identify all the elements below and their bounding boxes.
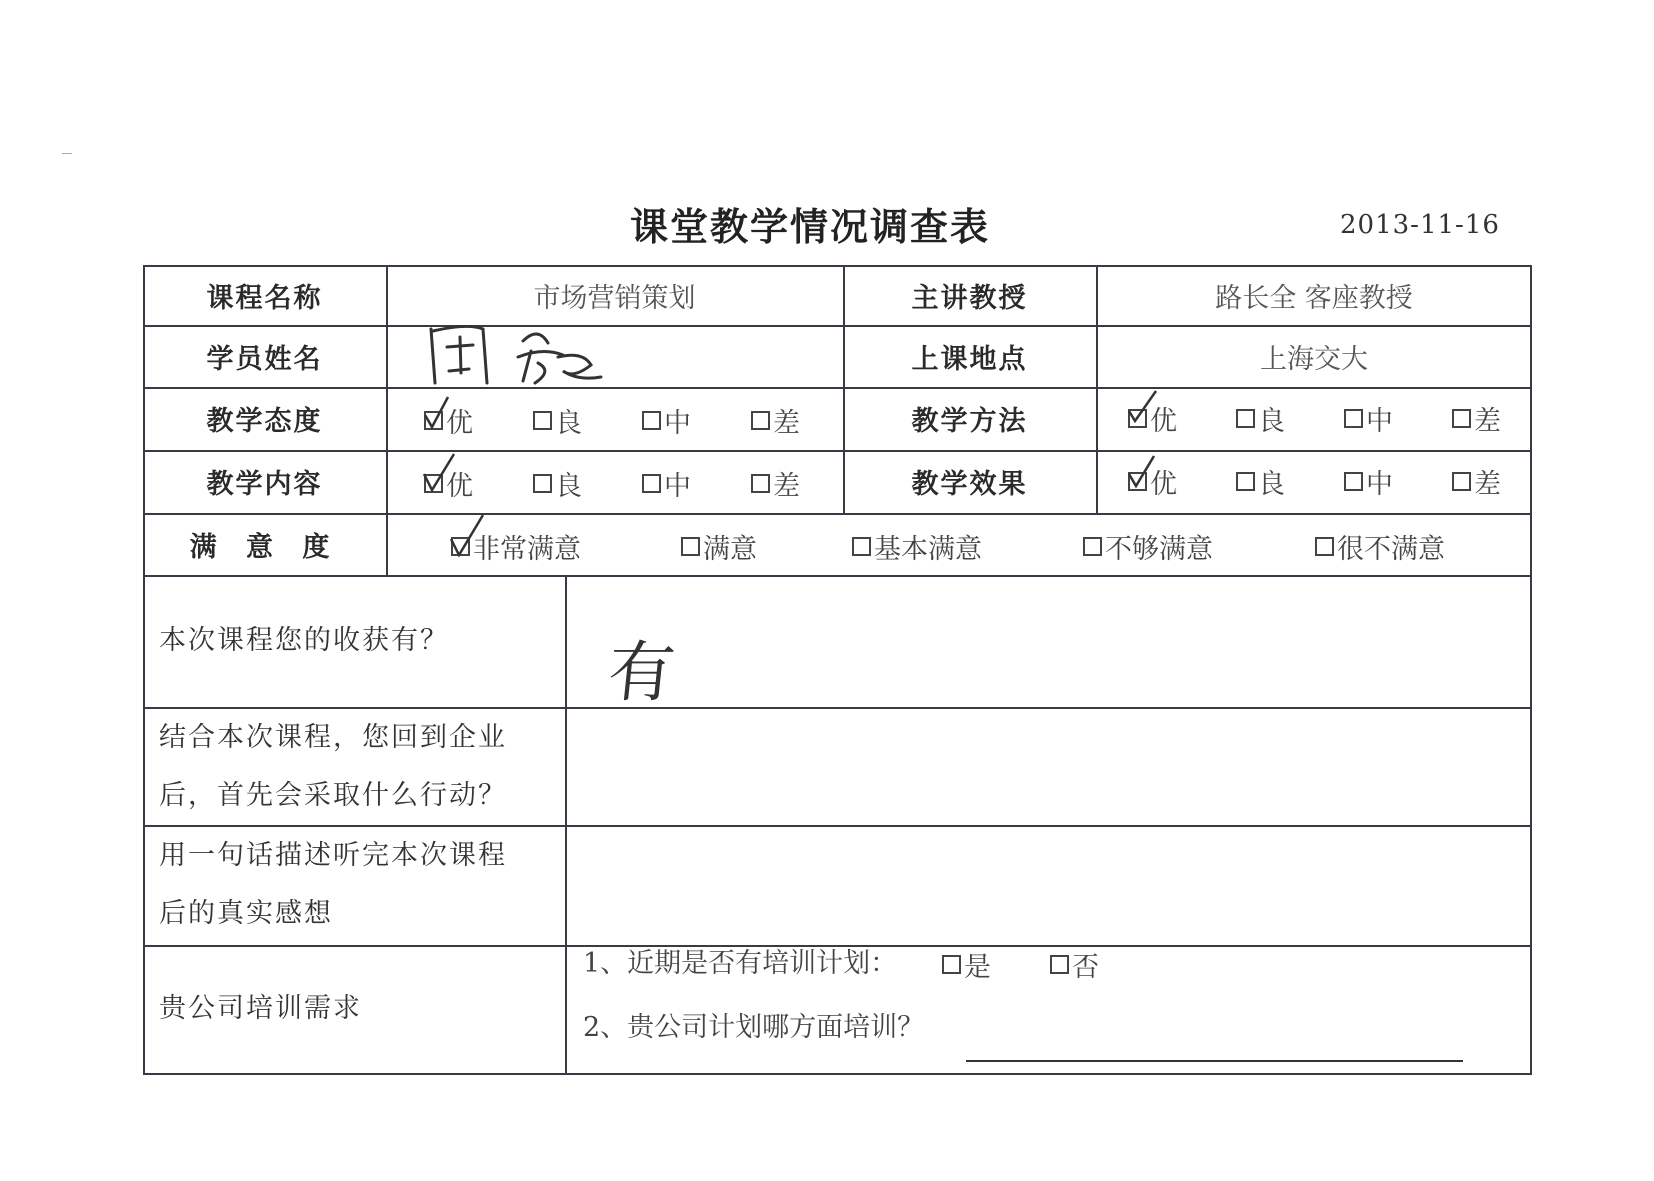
feeling-question-line: 后的真实感想 [159,898,333,929]
attitude-option-excellent[interactable] [424,401,473,440]
option-label: 中 [1366,469,1393,500]
course-name-value: 市场营销策划 [533,282,696,314]
table-border-bottom [143,1073,1532,1075]
feeling-answer-field[interactable] [567,827,1530,945]
option-label: 优 [446,408,473,439]
checkbox[interactable] [451,537,470,556]
option-label: 差 [773,471,800,502]
checkbox[interactable] [533,474,552,493]
training-plan-text: 1、近期是否有培训计划： [583,947,898,979]
satisfaction-option-basic[interactable] [852,527,982,566]
attitude-option-good[interactable] [533,401,582,440]
checkmark-icon [1126,389,1170,433]
checkbox[interactable] [681,537,700,556]
effect-option-excellent[interactable] [1128,462,1177,501]
effect-option-poor[interactable] [1452,462,1501,501]
teaching-attitude-label: 教学态度 [206,406,323,437]
checkbox[interactable] [642,411,661,430]
training-plan-question [583,930,897,990]
option-label: 良 [1258,469,1285,500]
content-option-average[interactable] [642,464,691,503]
attitude-option-poor[interactable] [751,401,800,440]
checkbox[interactable] [1050,955,1069,974]
checkbox[interactable] [1236,472,1255,491]
effect-option-good[interactable] [1236,462,1285,501]
handwritten-signature-icon [423,321,613,391]
option-label: 不够满意 [1105,534,1213,565]
gain-answer-text: 有 [604,634,679,711]
option-label: 良 [555,471,582,502]
checkbox[interactable] [1315,537,1334,556]
checkbox[interactable] [852,537,871,556]
training-area-text: 2、贵公司计划哪方面培训？ [583,1012,925,1043]
student-name-label: 学员姓名 [206,343,323,375]
checkbox[interactable] [942,955,961,974]
option-label: 基本满意 [874,534,982,565]
option-label: 差 [1474,406,1501,437]
training-needs-label: 贵公司培训需求 [159,993,362,1024]
checkbox[interactable] [424,411,443,430]
checkbox[interactable] [424,474,443,493]
option-label: 中 [664,471,691,502]
checkbox[interactable] [533,411,552,430]
action-question-line: 后，首先会采取什么行动？ [159,780,507,811]
gain-answer-field[interactable] [567,575,1530,711]
training-area-input-line[interactable] [966,1060,1463,1062]
content-option-good[interactable] [533,464,582,503]
satisfaction-option-very-dissatisfied[interactable] [1315,527,1445,566]
satisfaction-option-insufficient[interactable] [1083,527,1213,566]
action-question-line: 结合本次课程，您回到企业 [159,722,507,753]
content-option-excellent[interactable] [424,464,473,503]
action-question-label [159,709,559,825]
action-answer-field[interactable] [567,709,1530,825]
option-label: 优 [446,471,473,502]
checkbox[interactable] [1236,409,1255,428]
satisfaction-option-satisfied[interactable] [681,527,757,566]
checkbox[interactable] [751,474,770,493]
training-plan-no[interactable] [1050,945,1099,984]
lecturer-value: 路长全 客座教授 [1215,282,1413,314]
attitude-option-average[interactable] [642,401,691,440]
option-label: 差 [1474,469,1501,500]
option-label: 很不满意 [1337,534,1445,565]
checkbox[interactable] [1083,537,1102,556]
option-label: 满意 [703,534,757,565]
option-label: 非常满意 [473,534,581,565]
method-option-average[interactable] [1344,399,1393,438]
location-value: 上海交大 [1260,343,1368,375]
training-area-question [583,1005,924,1044]
location-label: 上课地点 [911,343,1028,375]
checkbox[interactable] [1344,472,1363,491]
training-plan-yes[interactable] [942,945,991,984]
content-option-poor[interactable] [751,464,800,503]
checkbox[interactable] [1344,409,1363,428]
checkbox[interactable] [642,474,661,493]
option-label: 中 [1366,406,1393,437]
checkbox[interactable] [1452,409,1471,428]
teaching-method-label: 教学方法 [911,406,1028,437]
option-label: 良 [555,408,582,439]
method-option-good[interactable] [1236,399,1285,438]
option-label: 否 [1072,952,1099,983]
satisfaction-option-very-satisfied[interactable] [451,527,581,566]
checkbox[interactable] [751,411,770,430]
checkmark-icon [422,391,466,435]
checkbox[interactable] [1452,472,1471,491]
feeling-question-line: 用一句话描述听完本次课程 [159,840,507,871]
option-label: 是 [964,952,991,983]
form-date: 2013-11-16 [1340,210,1500,240]
course-name-label: 课程名称 [206,282,323,314]
satisfaction-label: 满 意 度 [189,531,340,563]
teaching-content-label: 教学内容 [206,469,323,500]
survey-form [143,265,1532,1075]
option-label: 良 [1258,406,1285,437]
feeling-question-label [159,827,559,943]
student-name-field[interactable] [423,325,623,387]
method-option-excellent[interactable] [1128,399,1177,438]
checkmark-icon [1126,452,1170,496]
checkbox[interactable] [1128,409,1147,428]
option-label: 差 [773,408,800,439]
effect-option-average[interactable] [1344,462,1393,501]
option-label: 优 [1150,469,1177,500]
teaching-effect-label: 教学效果 [911,469,1028,500]
form-title: 课堂教学情况调查表 [629,205,990,249]
lecturer-label: 主讲教授 [911,282,1028,314]
gain-question-label: 本次课程您的收获有？ [159,625,449,656]
checkbox[interactable] [1128,472,1147,491]
option-label: 优 [1150,406,1177,437]
scan-mark [62,153,72,154]
option-label: 中 [664,408,691,439]
checkmark-icon [422,454,466,498]
method-option-poor[interactable] [1452,399,1501,438]
checkmark-icon [449,517,493,561]
